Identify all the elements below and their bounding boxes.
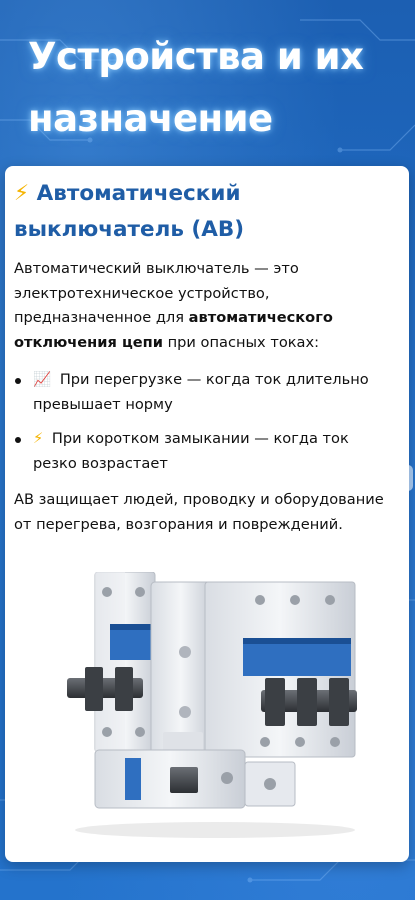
intro-text-bold: автоматического отключения цепи [14, 309, 333, 351]
intro-paragraph [14, 257, 399, 355]
bullet-text: При перегрузке — когда ток длительно превышает норму [33, 371, 369, 413]
high-voltage-icon: ⚡ [33, 430, 44, 447]
circuit-breaker-image [55, 572, 360, 842]
outro-paragraph: АВ защищает людей, проводку и оборудование от перегрева, возгорания и повреждений. [14, 491, 384, 533]
chart-increasing-icon: 📈 [33, 371, 52, 388]
bullet-dot [15, 378, 21, 384]
bullet-list [5, 368, 409, 486]
page-title: Устройства и их назначение [28, 35, 364, 140]
list-item [5, 368, 393, 417]
bullet-text: При коротком замыкании — когда ток резко возрастает [33, 430, 349, 472]
bullet-dot [15, 437, 21, 443]
intro-text-end: при опасных токах: [162, 333, 320, 351]
content-card [5, 166, 409, 862]
card-heading-text: Автоматический выключатель (АВ) [14, 181, 245, 242]
high-voltage-icon: ⚡ [14, 181, 30, 206]
card-heading [14, 176, 399, 248]
intro-text-start: Автоматический выключатель — это электротехническое устройство, предназначенное для [14, 260, 299, 326]
scroll-indicator[interactable] [403, 465, 413, 491]
list-item [5, 427, 393, 476]
